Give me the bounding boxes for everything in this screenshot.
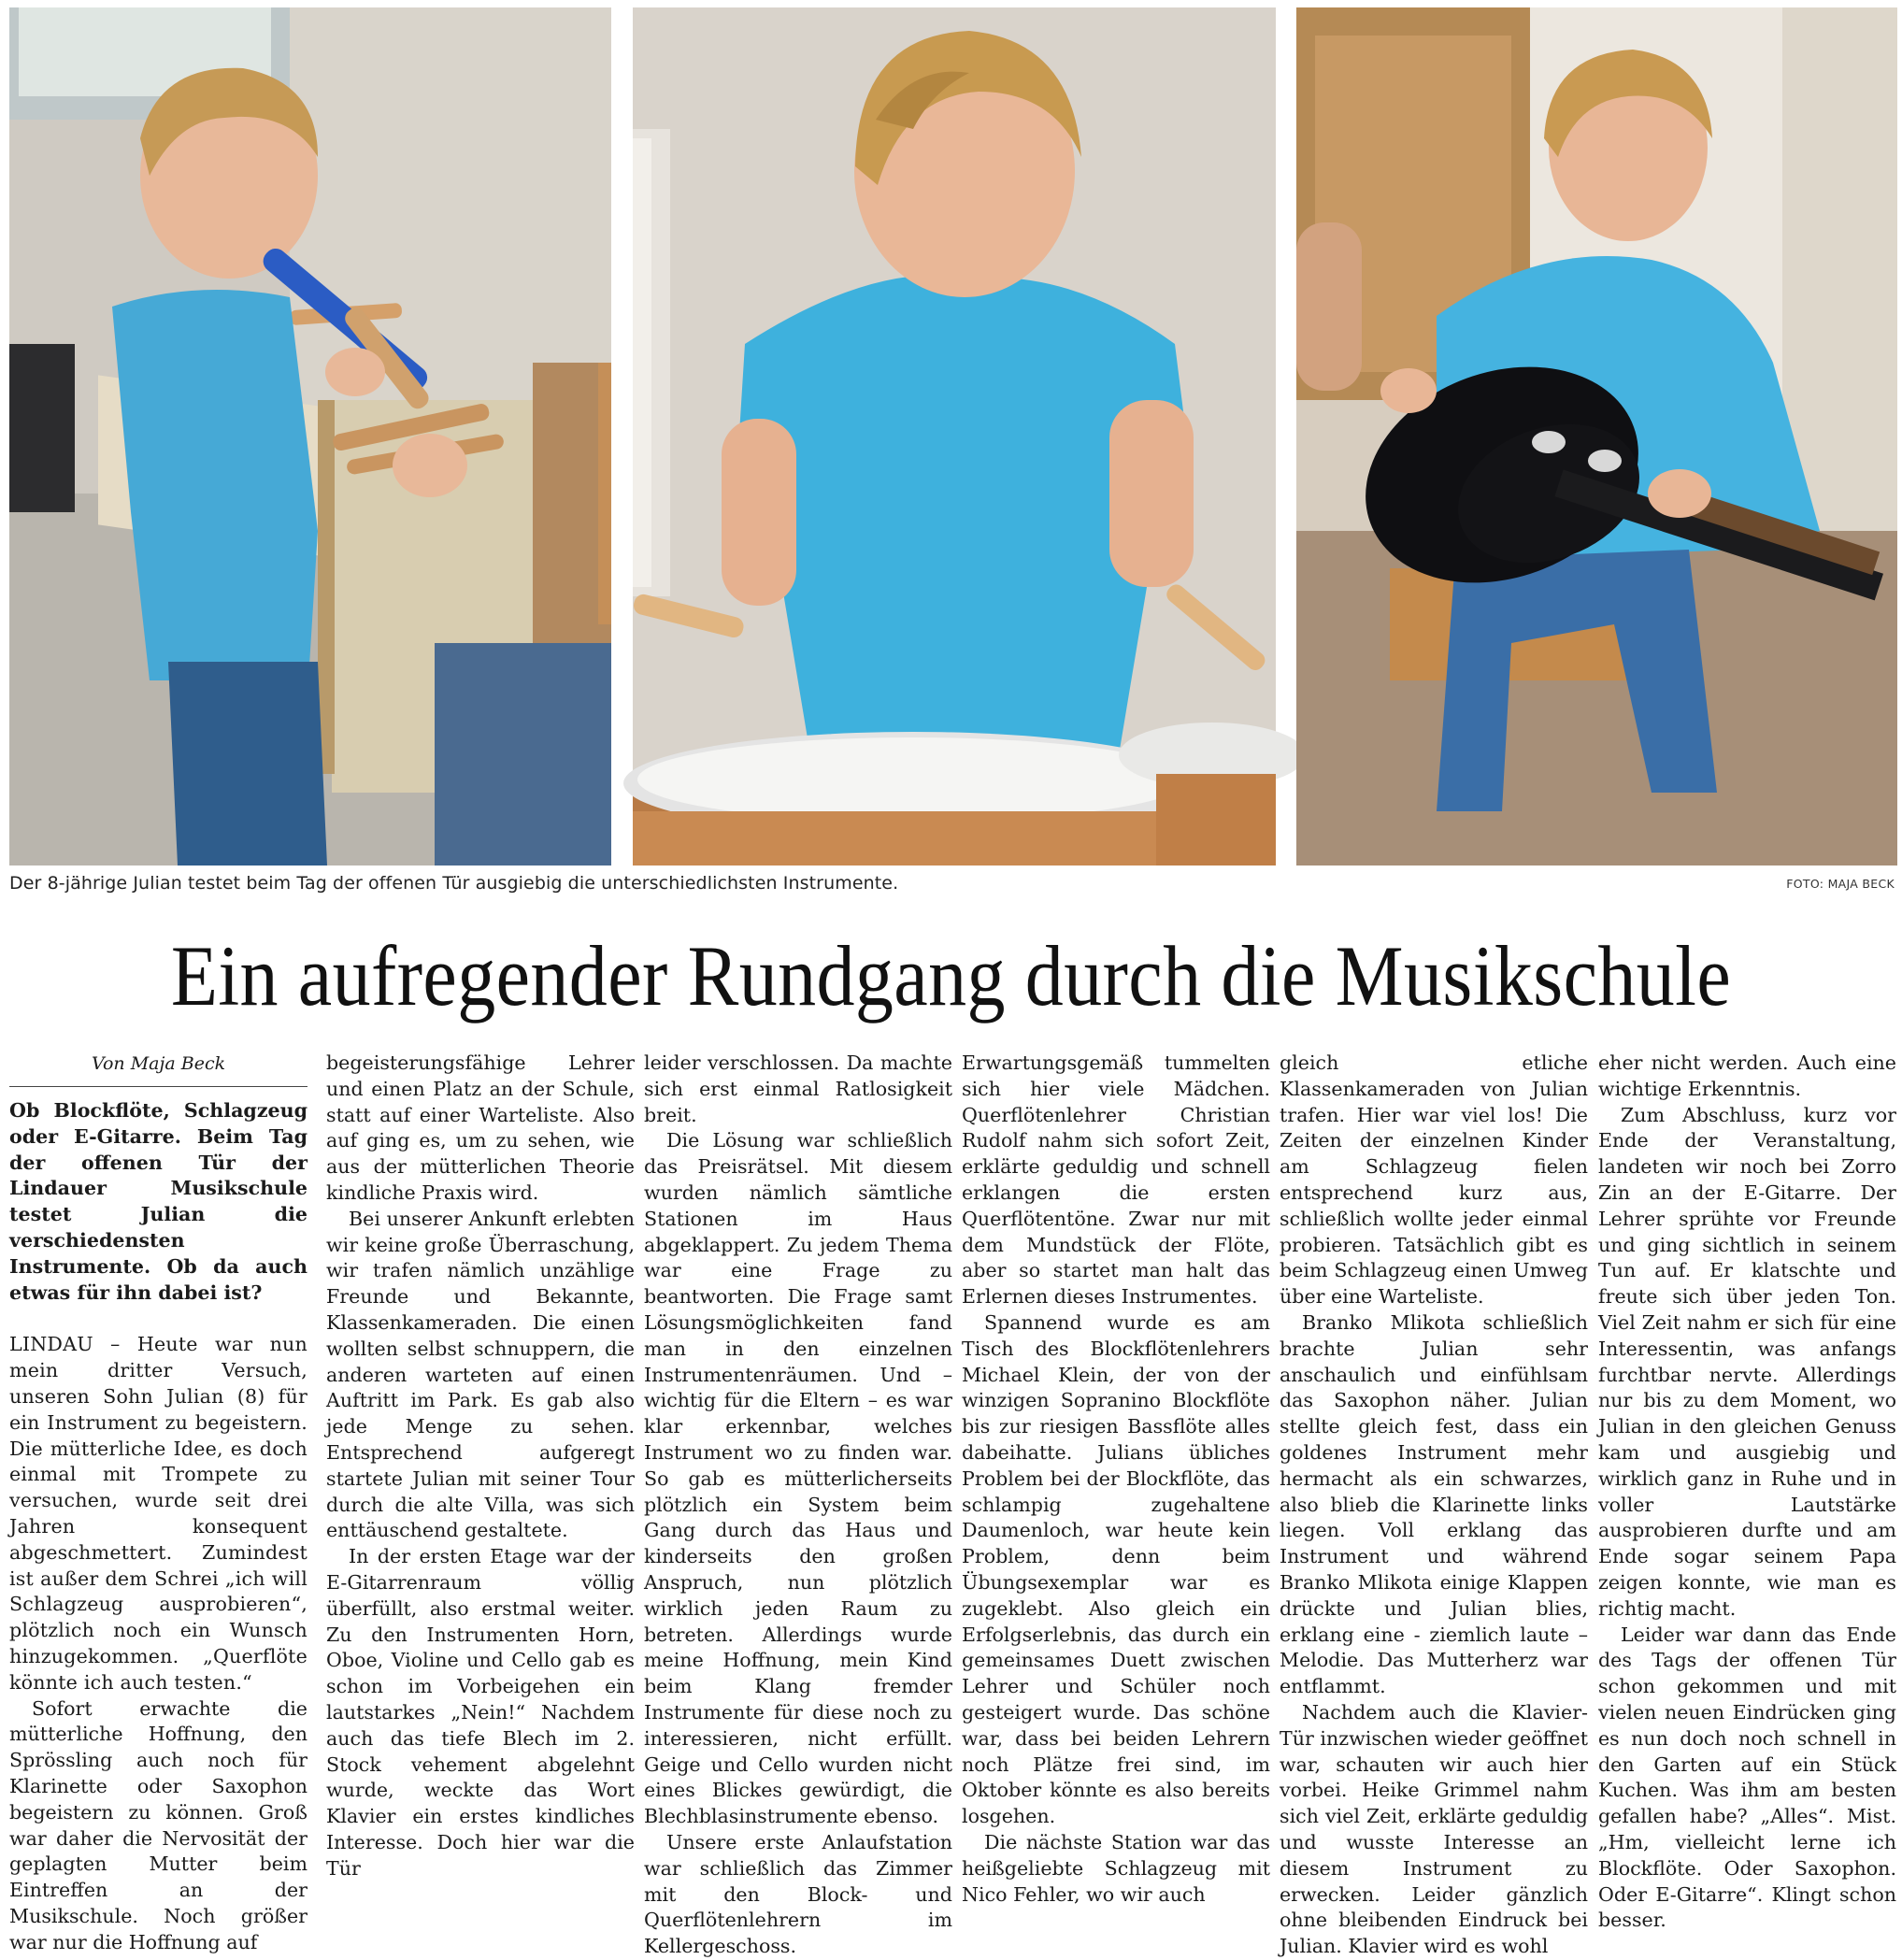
paragraph: Zum Abschluss, kurz vor Ende der Veranstaltung, landeten wir noch bei Zorro Zin an der E-Gitarre. Der Lehrer sprühte vor Freunde und ging sichtlich in seinem Tun auf. Er klatschte und freute sich über jeden Ton. Viel Zeit nahm er sich für eine Interessentin, was anfangs furchtbar nervte. Allerdings nur bis zu dem Moment, wo Julian in den gleichen Genuss kam und ausgiebig und wirklich ganz in Ruhe und in voller Lautstärke ausprobieren durfte und am Ende sogar seinem Papa zeigen konnte, wie man es richtig macht. bbox=[1598, 1103, 1896, 1620]
paragraph: Die Lösung war schließlich das Preisrätsel. Mit diesem wurden nämlich sämtliche Stationen im Haus abgeklappert. Zu jedem Thema war eine Frage zu beantworten. Die Frage samt Lösungsmöglichkeiten fand man in den einzelnen Instrumentenräumen. Und – wichtig für die Eltern – es war klar erkennbar, welches Instrument wo zu finden war. So gab es mütterlicherseits plötzlich ein System beim Gang durch das Haus und kinderseits den großen Anspruch, nun plötzlich wirklich jeden Raum zu betreten. Allerdings wurde meine Hoffnung, mein Kind beim Klang fremder Instrumente für diese noch zu interessieren, nicht erfüllt. Geige und Cello wurden nicht eines Blickes gewürdigt, die Blechblasinstrumente ebenso. bbox=[644, 1129, 952, 1828]
column-6 bbox=[1598, 1051, 1896, 1932]
photo-credit: FOTO: MAJA BECK bbox=[1786, 877, 1895, 891]
photo-drums bbox=[633, 7, 1276, 866]
paragraph: begeisterungsfähige Lehrer und einen Platz an der Schule, statt auf einer Warteliste. Also auf ging es, um zu sehen, wie aus der mütterlichen Theorie kindliche Praxis wird. bbox=[326, 1052, 635, 1204]
column-3 bbox=[644, 1051, 952, 1958]
paragraph: Die nächste Station war das heißgeliebte Schlagzeug mit Nico Fehler, wo wir auch bbox=[962, 1830, 1270, 1906]
paragraph: Sofort erwachte die mütterliche Hoffnung, den Sprössling auch noch für Klarinette oder Saxophon begeistern zu können. Groß war daher die Nervosität der geplagten Mutter beim Eintreffen an der Musikschule. Noch größer war nur die Hoffnung auf bbox=[9, 1696, 307, 1953]
paragraph: Branko Mlikota schließlich brachte Julian sehr anschaulich und einfühlsam das Saxophon näher. Julian stellte gleich fest, dass ein goldenes Instrument mehr hermacht als ein schwarzes, also blieb die Klarinette links liegen. Voll erklang das Instrument und während Branko Mlikota einige Klappen drückte und Julian blies, erklang eine - ziemlich laute – Melodie. Das Mutterherz war entflammt. bbox=[1280, 1310, 1588, 1698]
column-4 bbox=[962, 1051, 1270, 1910]
photo-recorder-image bbox=[9, 7, 611, 866]
photo-guitar-image bbox=[1296, 7, 1897, 866]
column-1 bbox=[9, 1051, 307, 1953]
photo-drums-image bbox=[633, 7, 1276, 866]
paragraph: eher nicht werden. Auch eine wichtige Erkenntnis. bbox=[1598, 1052, 1896, 1100]
photo-guitar bbox=[1296, 7, 1897, 866]
paragraph: Erwartungsgemäß tummelten sich hier viele Mädchen. Querflötenlehrer Christian Rudolf nahm sich sofort Zeit, erklärte geduldig und schnell erklangen die ersten Querflötentöne. Zwar nur mit dem Mundstück der Flöte, aber so startet man halt das Erlernen dieses Instrumentes. bbox=[962, 1052, 1270, 1309]
paragraph: Spannend wurde es am Tisch des Blockflötenlehrers Michael Klein, der von der winzigen Sopranino Blockflöte bis zur riesigen Bassflöte alles dabeihatte. Julians übliches Problem bei der Blockflöte, das schlampig zugehaltene Daumenloch, war heute kein Problem, denn beim Übungsexemplar war es zugeklebt. Also gleich ein Erfolgserlebnis, das durch ein gemeinsames Duett zwischen Lehrer und Schüler noch gesteigert wurde. Das schöne war, dass bei beiden Lehrern noch Plätze frei sind, im Oktober könnte es also bereits losgehen. bbox=[962, 1310, 1270, 1828]
paragraph: Leider war dann das Ende des Tags der offenen Tür schon gekommen und mit vielen neuen Eindrücken ging es nun doch noch schnell in den Garten auf ein Stück Kuchen. Was ihm am besten gefallen habe? „Alles“. Mist. „Hm, vielleicht lerne ich Blockflöte. Oder Saxophon. Oder E-Gitarre“. Klingt schon besser. bbox=[1598, 1623, 1896, 1932]
byline: Von Maja Beck bbox=[9, 1051, 307, 1087]
paragraph: Bei unserer Ankunft erlebten wir keine große Überraschung, wir trafen nämlich unzählige Freunde und Bekannte, Klassenkameraden. Die einen wollten selbst schnuppern, die anderen warteten auf einen Auftritt im Park. Es gab also jede Menge zu sehen. Entsprechend aufgeregt startete Julian mit seiner Tour durch die alte Villa, was sich enttäuschend gestaltete. bbox=[326, 1207, 635, 1542]
column-2 bbox=[326, 1051, 635, 1910]
paragraph: Unsere erste Anlaufstation war schließlich das Zimmer mit den Block- und Querflötenlehrern im Kellergeschoss. bbox=[644, 1830, 952, 1958]
paragraph: In der ersten Etage war der E-Gitarrenraum völlig überfüllt, also erstmal weiter. Zu den Instrumenten Horn, Oboe, Violine und Cello gab es schon im Vorbeigehen ein lautstarkes „Nein!“ Nachdem auch das tiefe Blech im 2. Stock vehement abgelehnt wurde, weckte das Wort Klavier ein erstes kindliches Interesse. Doch hier war die Tür bbox=[326, 1545, 635, 1880]
paragraph: gleich etliche Klassenkameraden von Julian trafen. Hier war viel los! Die Zeiten der einzelnen Kinder am Schlagzeug fielen entsprechend kurz aus, schließlich wollte jeder einmal probieren. Tatsächlich gibt es beim Schlagzeug einen Umweg über eine Warteliste. bbox=[1280, 1052, 1588, 1309]
headline: Ein aufregender Rundgang durch die Musikschule bbox=[170, 928, 1732, 1024]
paragraph: LINDAU – Heute war nun mein dritter Versuch, unseren Sohn Julian (8) für ein Instrument zu begeistern. Die mütterliche Idee, es doch einmal mit Trompete zu versuchen, wurde seit drei Jahren konsequent abgeschmettert. Zumindest ist außer dem Schrei „ich will Schlagzeug ausprobieren“, plötzlich noch ein Wunsch hinzugekommen. „Querflöte könnte ich auch testen.“ bbox=[9, 1333, 307, 1694]
photo-caption: Der 8-jährige Julian testet beim Tag der offenen Tür ausgiebig die unterschiedlichsten Instrumente. bbox=[9, 873, 899, 894]
lead-paragraph: Ob Blockflöte, Schlagzeug oder E-Gitarre. Beim Tag der offenen Tür der Lindauer Musikschule testet Julian die verschiedensten Instrumente. Ob da auch etwas für ihn dabei ist? bbox=[9, 1099, 307, 1304]
paragraph: leider verschlossen. Da machte sich erst einmal Ratlosigkeit breit. bbox=[644, 1052, 952, 1126]
column-5 bbox=[1280, 1051, 1588, 1958]
paragraph: Nachdem auch die Klavier-Tür inzwischen wieder geöffnet war, schauten wir auch hier vorbei. Heike Grimmel nahm sich viel Zeit, erklärte geduldig und wusste Interesse an diesem Instrument zu erwecken. Leider gänzlich ohne bleibenden Eindruck bei Julian. Klavier wird es wohl bbox=[1280, 1700, 1588, 1958]
photo-recorder bbox=[9, 7, 611, 866]
